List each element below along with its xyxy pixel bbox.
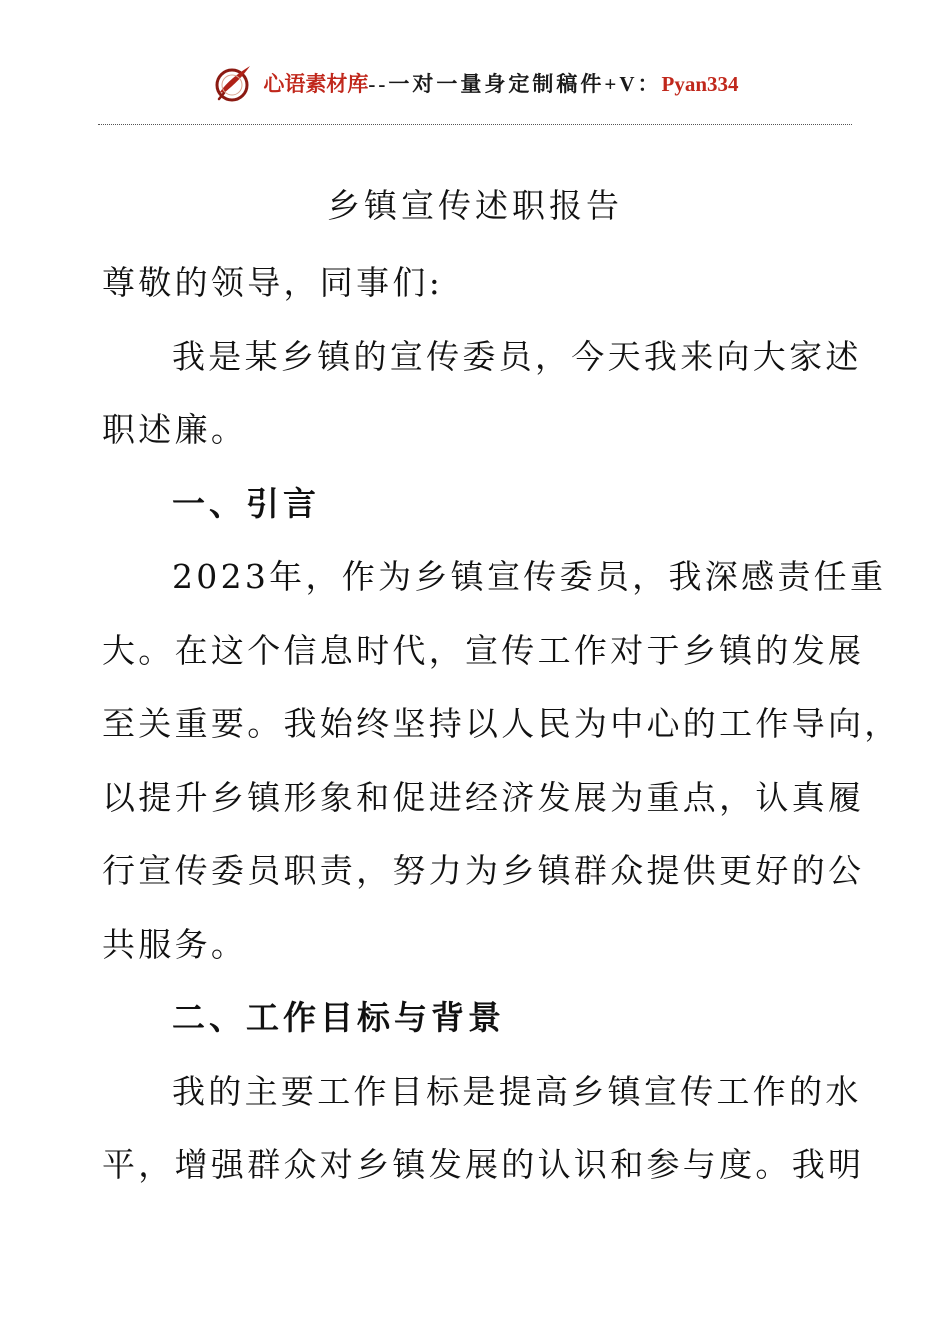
section-heading-goals: 二、工作目标与背景: [172, 998, 505, 1037]
paragraph-line: 至关重要。我始终坚持以人民为中心的工作导向，: [102, 704, 901, 743]
paragraph-line: 2023年，作为乡镇宣传委员，我深感责任重: [172, 557, 887, 596]
header-divider: [98, 124, 852, 125]
header-contact-id: Pyan334: [661, 72, 739, 96]
document-title: 乡镇宣传述职报告: [327, 186, 623, 225]
paragraph-line: 以提升乡镇形象和促进经济发展为重点，认真履: [102, 777, 865, 817]
paragraph-line: 平，增强群众对乡镇发展的认识和参与度。我明: [102, 1145, 865, 1184]
quill-circle-logo-icon: [211, 62, 253, 104]
paragraph-line: 我的主要工作目标是提高乡镇宣传工作的水: [172, 1071, 862, 1111]
header-brand: 心语素材库: [263, 72, 369, 96]
paragraph-line: 行宣传委员职责，努力为乡镇群众提供更好的公: [102, 851, 865, 890]
salutation-line: 尊敬的领导，同事们:: [102, 263, 444, 302]
section-heading-introduction: 一、引言: [172, 483, 320, 523]
paragraph-line: 我是某乡镇的宣传委员，今天我来向大家述: [172, 336, 862, 376]
header-text: [263, 68, 738, 98]
header-tagline: --一对一量身定制稿件+V：: [368, 72, 662, 96]
paragraph-line: 职述廉。: [102, 410, 248, 449]
page-header: [0, 58, 950, 108]
paragraph-line: 大。在这个信息时代，宣传工作对于乡镇的发展: [102, 630, 865, 670]
paragraph-line: 共服务。: [102, 924, 248, 964]
document-body: [102, 246, 901, 1202]
